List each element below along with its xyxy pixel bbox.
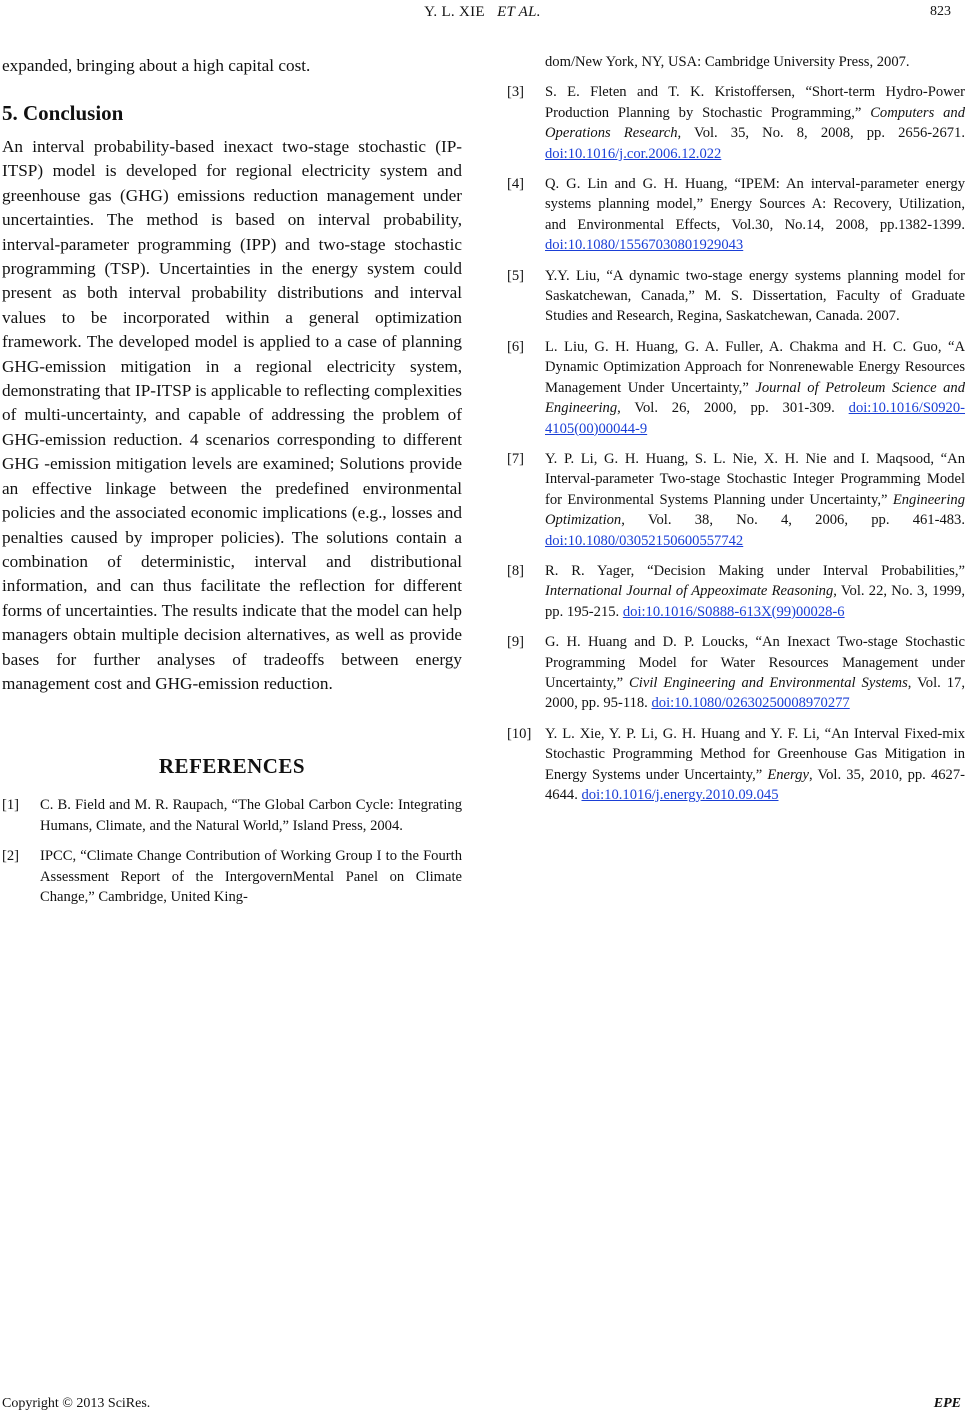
reference-details: , Vol. 22, No. 3, 1999, pp. 195-215.	[545, 583, 965, 620]
reference-journal: Engineering Optimization	[545, 491, 965, 529]
reference-journal: Journal of Petroleum Science and Engineering	[545, 379, 965, 417]
reference-number: [9]	[507, 634, 525, 651]
section-heading-conclusion: 5. Conclusion	[2, 101, 124, 125]
reference-journal: Energy	[767, 766, 809, 783]
reference-number: [5]	[507, 267, 525, 284]
reference-item-2-continuation: dom/New York, NY, USA: Cambridge University Press, 2007.	[545, 54, 910, 70]
reference-number: [6]	[507, 338, 525, 355]
reference-item-3	[507, 82, 965, 164]
reference-text: IPCC, “Climate Change Contribution of Working Group I to the Fourth Assessment Report of the IntergovernMental Panel on Climate Change,” Cambridge, United King-	[40, 848, 462, 905]
references-heading: REFERENCES	[158, 754, 306, 779]
reference-item-1	[2, 795, 462, 836]
reference-item-7	[507, 449, 965, 551]
header-et-al: ET AL.	[497, 4, 541, 20]
reference-number: [1]	[2, 797, 20, 814]
reference-text: Q. G. Lin and G. H. Huang, “IPEM: An interval-parameter energy systems planning model,” Energy Sources A: Recovery, Utilization, and Environmental Effects, Vol.30, No.14, 2008, pp.1382-1399.	[545, 176, 965, 233]
reference-text: G. H. Huang and D. P. Loucks, “An Inexact Two-stage Stochastic Programming Model for Water Resources Management under Uncertainty,”	[545, 634, 965, 691]
running-header	[0, 4, 965, 21]
doi-link[interactable]: doi:10.1016/j.energy.2010.09.045	[581, 787, 779, 803]
header-author: Y. L. XIE	[424, 4, 485, 20]
reference-details: , Vol. 38, No. 4, 2006, pp. 461-483.	[621, 512, 965, 529]
reference-item-2	[2, 846, 462, 907]
reference-item-10	[507, 724, 965, 806]
reference-text: Y.Y. Liu, “A dynamic two-stage energy systems planning model for Saskatchewan, Canada,” M. S. Dissertation, Faculty of Graduate Studies and Research, Regina, Saskatchewan, Canada. 2007.	[545, 267, 965, 325]
reference-text: L. Liu, G. H. Huang, G. A. Fuller, A. Chakma and H. C. Guo, “A Dynamic Optimization Approach for Nonrenewable Energy Resources Management Under Uncertainty,”	[545, 338, 965, 396]
doi-link[interactable]: doi:10.1016/j.cor.2006.12.022	[545, 145, 722, 162]
reference-text: C. B. Field and M. R. Raupach, “The Global Carbon Cycle: Integrating Humans, Climate, and the Natural World,” Island Press, 2004.	[40, 797, 462, 834]
reference-journal: Civil Engineering and Environmental Systems	[629, 674, 908, 691]
doi-link[interactable]: doi:10.1016/S0920-4105(00)00044-9	[545, 400, 965, 437]
doi-link[interactable]: doi:10.1080/03052150600557742	[545, 532, 744, 549]
reference-number: [7]	[507, 450, 525, 467]
reference-details: , Vol. 17, 2000, pp. 95-118.	[545, 674, 965, 712]
reference-item-5	[507, 266, 965, 327]
doi-link[interactable]: doi:10.1016/S0888-613X(99)00028-6	[622, 603, 845, 620]
reference-number: [10]	[507, 725, 532, 742]
carryover-text: expanded, bringing about a high capital cost.	[2, 56, 311, 75]
reference-item-6	[507, 337, 965, 439]
doi-link[interactable]: doi:10.1080/15567030801929043	[545, 237, 744, 254]
reference-text: R. R. Yager, “Decision Making under Interval Probabilities,”	[545, 562, 965, 579]
footer-copyright: Copyright © 2013 SciRes.	[2, 1396, 151, 1411]
reference-item-4	[507, 174, 965, 256]
reference-text: S. E. Fleten and T. K. Kristoffersen, “Short-term Hydro-Power Production Planning by Stochastic Programming,”	[545, 84, 965, 121]
reference-item-9	[507, 632, 965, 714]
left-column	[2, 54, 462, 917]
reference-text: Y. P. Li, G. H. Huang, S. L. Nie, X. H. Nie and I. Maqsood, “An Interval-parameter Two-stage Stochastic Integer Programming Model for Environmental Systems Planning under Uncertainty,”	[545, 450, 965, 508]
page-number: 823	[930, 4, 951, 19]
doi-link[interactable]: doi:10.1080/02630250008970277	[651, 695, 850, 712]
reference-journal: International Journal of Appeoximate Reasoning	[545, 583, 834, 600]
reference-journal: Computers and Operations Research	[545, 104, 965, 142]
reference-number: [4]	[507, 176, 525, 193]
reference-details: , Vol. 35, 2010, pp. 4627-4644.	[545, 766, 965, 803]
conclusion-paragraph: An interval probability-based inexact two-stage stochastic (IP-ITSP) model is developed for regional electricity system and greenhouse gas (GHG) emissions reduction management under uncertainties. The method is based on interval probability, interval-parameter programming (IPP) and two-stage stochastic programming (TSP). Uncertainties in the energy system could present as both interval probability distributions and interval values to be incorporated within a general optimization framework. The developed model is applied to a case of planning GHG-emission mitigation in a regional electricity system, demonstrating that IP-ITSP is applicable to reflecting complexities of multi-uncertainty, and capable of addressing the problem of GHG-emission reduction. 4 scenarios corresponding to different GHG -emission mitigation levels are examined; Solutions provide an effective linkage between the predefined environmental policies and the associated economic implications (e.g., losses and penalties caused by improper policies). The solutions contain a combination of deterministic, interval and distributional information, and can thus facilitate the reflection for different forms of uncertainties. The results indicate that the model can help managers obtain multiple decision alternatives, as well as provide bases for further analyses of tradeoffs between energy management cost and GHG-emission reduction.	[2, 137, 462, 693]
reference-details: , Vol. 35, No. 8, 2008, pp. 2656-2671.	[677, 125, 965, 142]
reference-number: [2]	[2, 848, 20, 865]
reference-item-8	[507, 561, 965, 622]
reference-number: [8]	[507, 562, 525, 579]
reference-text: Y. L. Xie, Y. P. Li, G. H. Huang and Y. F. Li, “An Interval Fixed-mix Stochastic Programming Method for Greenhouse Gas Mitigation in Energy Systems under Uncertainty,”	[545, 725, 965, 783]
reference-number: [3]	[507, 84, 525, 101]
footer-journal-abbrev: EPE	[933, 1396, 961, 1411]
right-column	[507, 52, 965, 815]
reference-details: , Vol. 26, 2000, pp. 301-309.	[617, 400, 849, 417]
